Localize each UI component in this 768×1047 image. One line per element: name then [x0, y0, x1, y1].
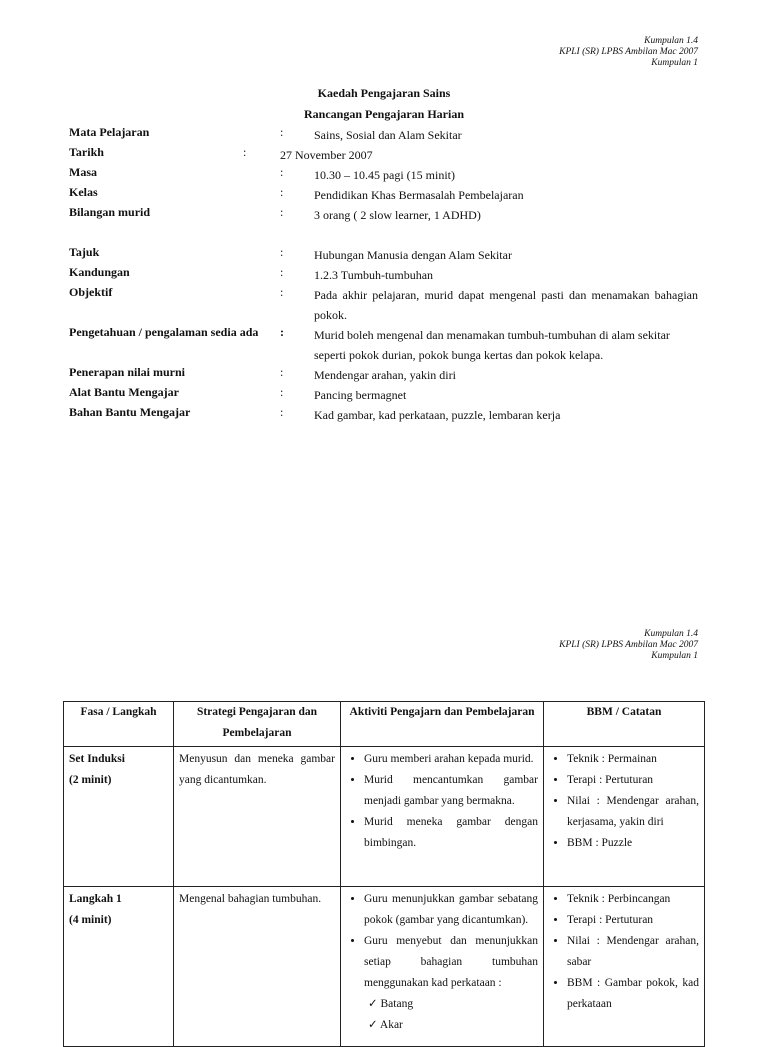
table-row — [64, 887, 705, 1047]
note-item: • BBM : Gambar pokok, kad perkataan — [567, 973, 699, 1015]
activity-item: • Guru memberi arahan kepada murid. — [364, 749, 538, 770]
page-header-2 — [559, 629, 698, 662]
info-colon: : — [280, 325, 284, 339]
page-header — [559, 36, 698, 69]
table-header-row — [64, 702, 705, 747]
phase-name: Set Induksi — [69, 753, 125, 765]
note-item: • Terapi : Pertuturan — [567, 770, 699, 791]
info-row-date — [0, 145, 768, 165]
info-colon: : — [280, 405, 284, 419]
info-colon: : — [280, 285, 284, 299]
info-row-teaching-materials — [0, 405, 768, 425]
info-colon: : — [280, 205, 284, 219]
column-header-strategy: Strategi Pengajaran dan Pembelajaran — [174, 702, 341, 747]
column-header-activity: Aktiviti Pengajarn dan Pembelajaran — [341, 702, 544, 747]
info-row-subject — [0, 125, 768, 145]
info-value: Hubungan Manusia dengan Alam Sekitar — [314, 248, 512, 262]
info-label: Mata Pelajaran — [69, 125, 150, 139]
activity-cell — [341, 747, 544, 887]
info-label: Penerapan nilai murni — [69, 365, 186, 379]
header-line-1: Kumpulan 1.4 — [644, 36, 698, 46]
notes-cell — [544, 747, 705, 887]
info-colon: : — [280, 165, 284, 179]
info-colon: : — [280, 385, 284, 399]
phase-cell — [64, 747, 174, 887]
info-value: 10.30 – 10.45 pagi (15 minit) — [314, 168, 455, 182]
info-colon: : — [280, 125, 284, 139]
lesson-plan-table — [63, 701, 705, 1047]
document-subtitle: Rancangan Pengajaran Harian — [303, 107, 464, 121]
strategy-cell: Menyusun dan meneka gambar yang dicantumkan. — [174, 747, 341, 887]
info-value: 3 orang ( 2 slow learner, 1 ADHD) — [314, 208, 481, 222]
document-title: Kaedah Pengajaran Sains — [317, 86, 451, 100]
info-colon: : — [280, 185, 284, 199]
phase-time: (4 minit) — [69, 914, 112, 926]
info-row-time — [0, 165, 768, 185]
info-row-prior-knowledge — [0, 325, 768, 362]
info-value: Murid boleh mengenal dan menamakan tumbuh-tumbuhan di alam sekitar seperti pokok durian, pokok bunga kertas dan pokok kelapa. — [314, 328, 670, 362]
header-line-2: KPLI (SR) LPBS Ambilan Mac 2007 — [559, 47, 698, 57]
info-value: 1.2.3 Tumbuh-tumbuhan — [314, 268, 434, 282]
header-line-2: KPLI (SR) LPBS Ambilan Mac 2007 — [559, 640, 698, 650]
phase-name: Langkah 1 — [69, 893, 122, 905]
note-item: • Nilai : Mendengar arahan, sabar — [567, 931, 699, 973]
activity-item: • Guru menyebut dan menunjukkan setiap bahagian tumbuhan menggunakan kad perkataan : — [364, 931, 538, 994]
info-colon: : — [280, 265, 284, 279]
activity-item: • Guru menunjukkan gambar sebatang pokok (gambar yang dicantumkan). — [364, 889, 538, 931]
header-line-3: Kumpulan 1 — [651, 651, 698, 661]
info-value: Sains, Sosial dan Alam Sekitar — [314, 128, 462, 142]
info-row-content — [0, 265, 768, 285]
info-value: Pendidikan Khas Bermasalah Pembelajaran — [314, 188, 524, 202]
column-header-notes: BBM / Catatan — [544, 702, 705, 747]
info-row-topic — [0, 245, 768, 265]
column-header-phase: Fasa / Langkah — [64, 702, 174, 747]
header-line-3: Kumpulan 1 — [651, 58, 698, 68]
info-colon: : — [280, 245, 284, 259]
phase-time: (2 minit) — [69, 774, 112, 786]
info-label: Masa — [69, 165, 97, 179]
note-item: • BBM : Puzzle — [567, 833, 699, 854]
info-value: Mendengar arahan, yakin diri — [314, 368, 456, 382]
info-value: Pancing bermagnet — [314, 388, 407, 402]
table-row — [64, 747, 705, 887]
info-row-class — [0, 185, 768, 205]
info-label: Objektif — [69, 285, 113, 299]
info-label: Bilangan murid — [69, 205, 151, 219]
header-line-1: Kumpulan 1.4 — [644, 629, 698, 639]
info-row-pupils — [0, 205, 768, 225]
info-row-values — [0, 365, 768, 385]
note-item: • Terapi : Pertuturan — [567, 910, 699, 931]
activity-cell — [341, 887, 544, 1047]
strategy-cell: Mengenal bahagian tumbuhan. — [174, 887, 341, 1047]
note-item: • Teknik : Perbincangan — [567, 889, 699, 910]
info-row-objective — [0, 285, 768, 322]
info-label: Bahan Bantu Mengajar — [69, 405, 191, 419]
note-item: • Nilai : Mendengar arahan, kerjasama, yakin diri — [567, 791, 699, 833]
check-item: ✓ Akar — [368, 1015, 538, 1036]
activity-item: • Murid mencantumkan gambar menjadi gambar yang bermakna. — [364, 770, 538, 812]
info-colon: : — [280, 365, 284, 379]
info-colon: : — [243, 145, 247, 159]
note-item: • Teknik : Permainan — [567, 749, 699, 770]
info-row-teaching-aids — [0, 385, 768, 405]
notes-cell — [544, 887, 705, 1047]
activity-item: • Murid meneka gambar dengan bimbingan. — [364, 812, 538, 854]
info-value: Pada akhir pelajaran, murid dapat mengenal pasti dan menamakan bahagian pokok. — [314, 288, 698, 322]
info-value: 27 November 2007 — [280, 148, 373, 162]
info-label: Tajuk — [69, 245, 100, 259]
info-label: Alat Bantu Mengajar — [69, 385, 179, 399]
phase-cell — [64, 887, 174, 1047]
info-label: Tarikh — [69, 145, 104, 159]
info-label: Kelas — [69, 185, 98, 199]
info-label: Kandungan — [69, 265, 130, 279]
info-label: Pengetahuan / pengalaman sedia ada — [69, 325, 259, 339]
check-item: ✓ Batang — [368, 994, 538, 1015]
info-value: Kad gambar, kad perkataan, puzzle, lembaran kerja — [314, 408, 561, 422]
